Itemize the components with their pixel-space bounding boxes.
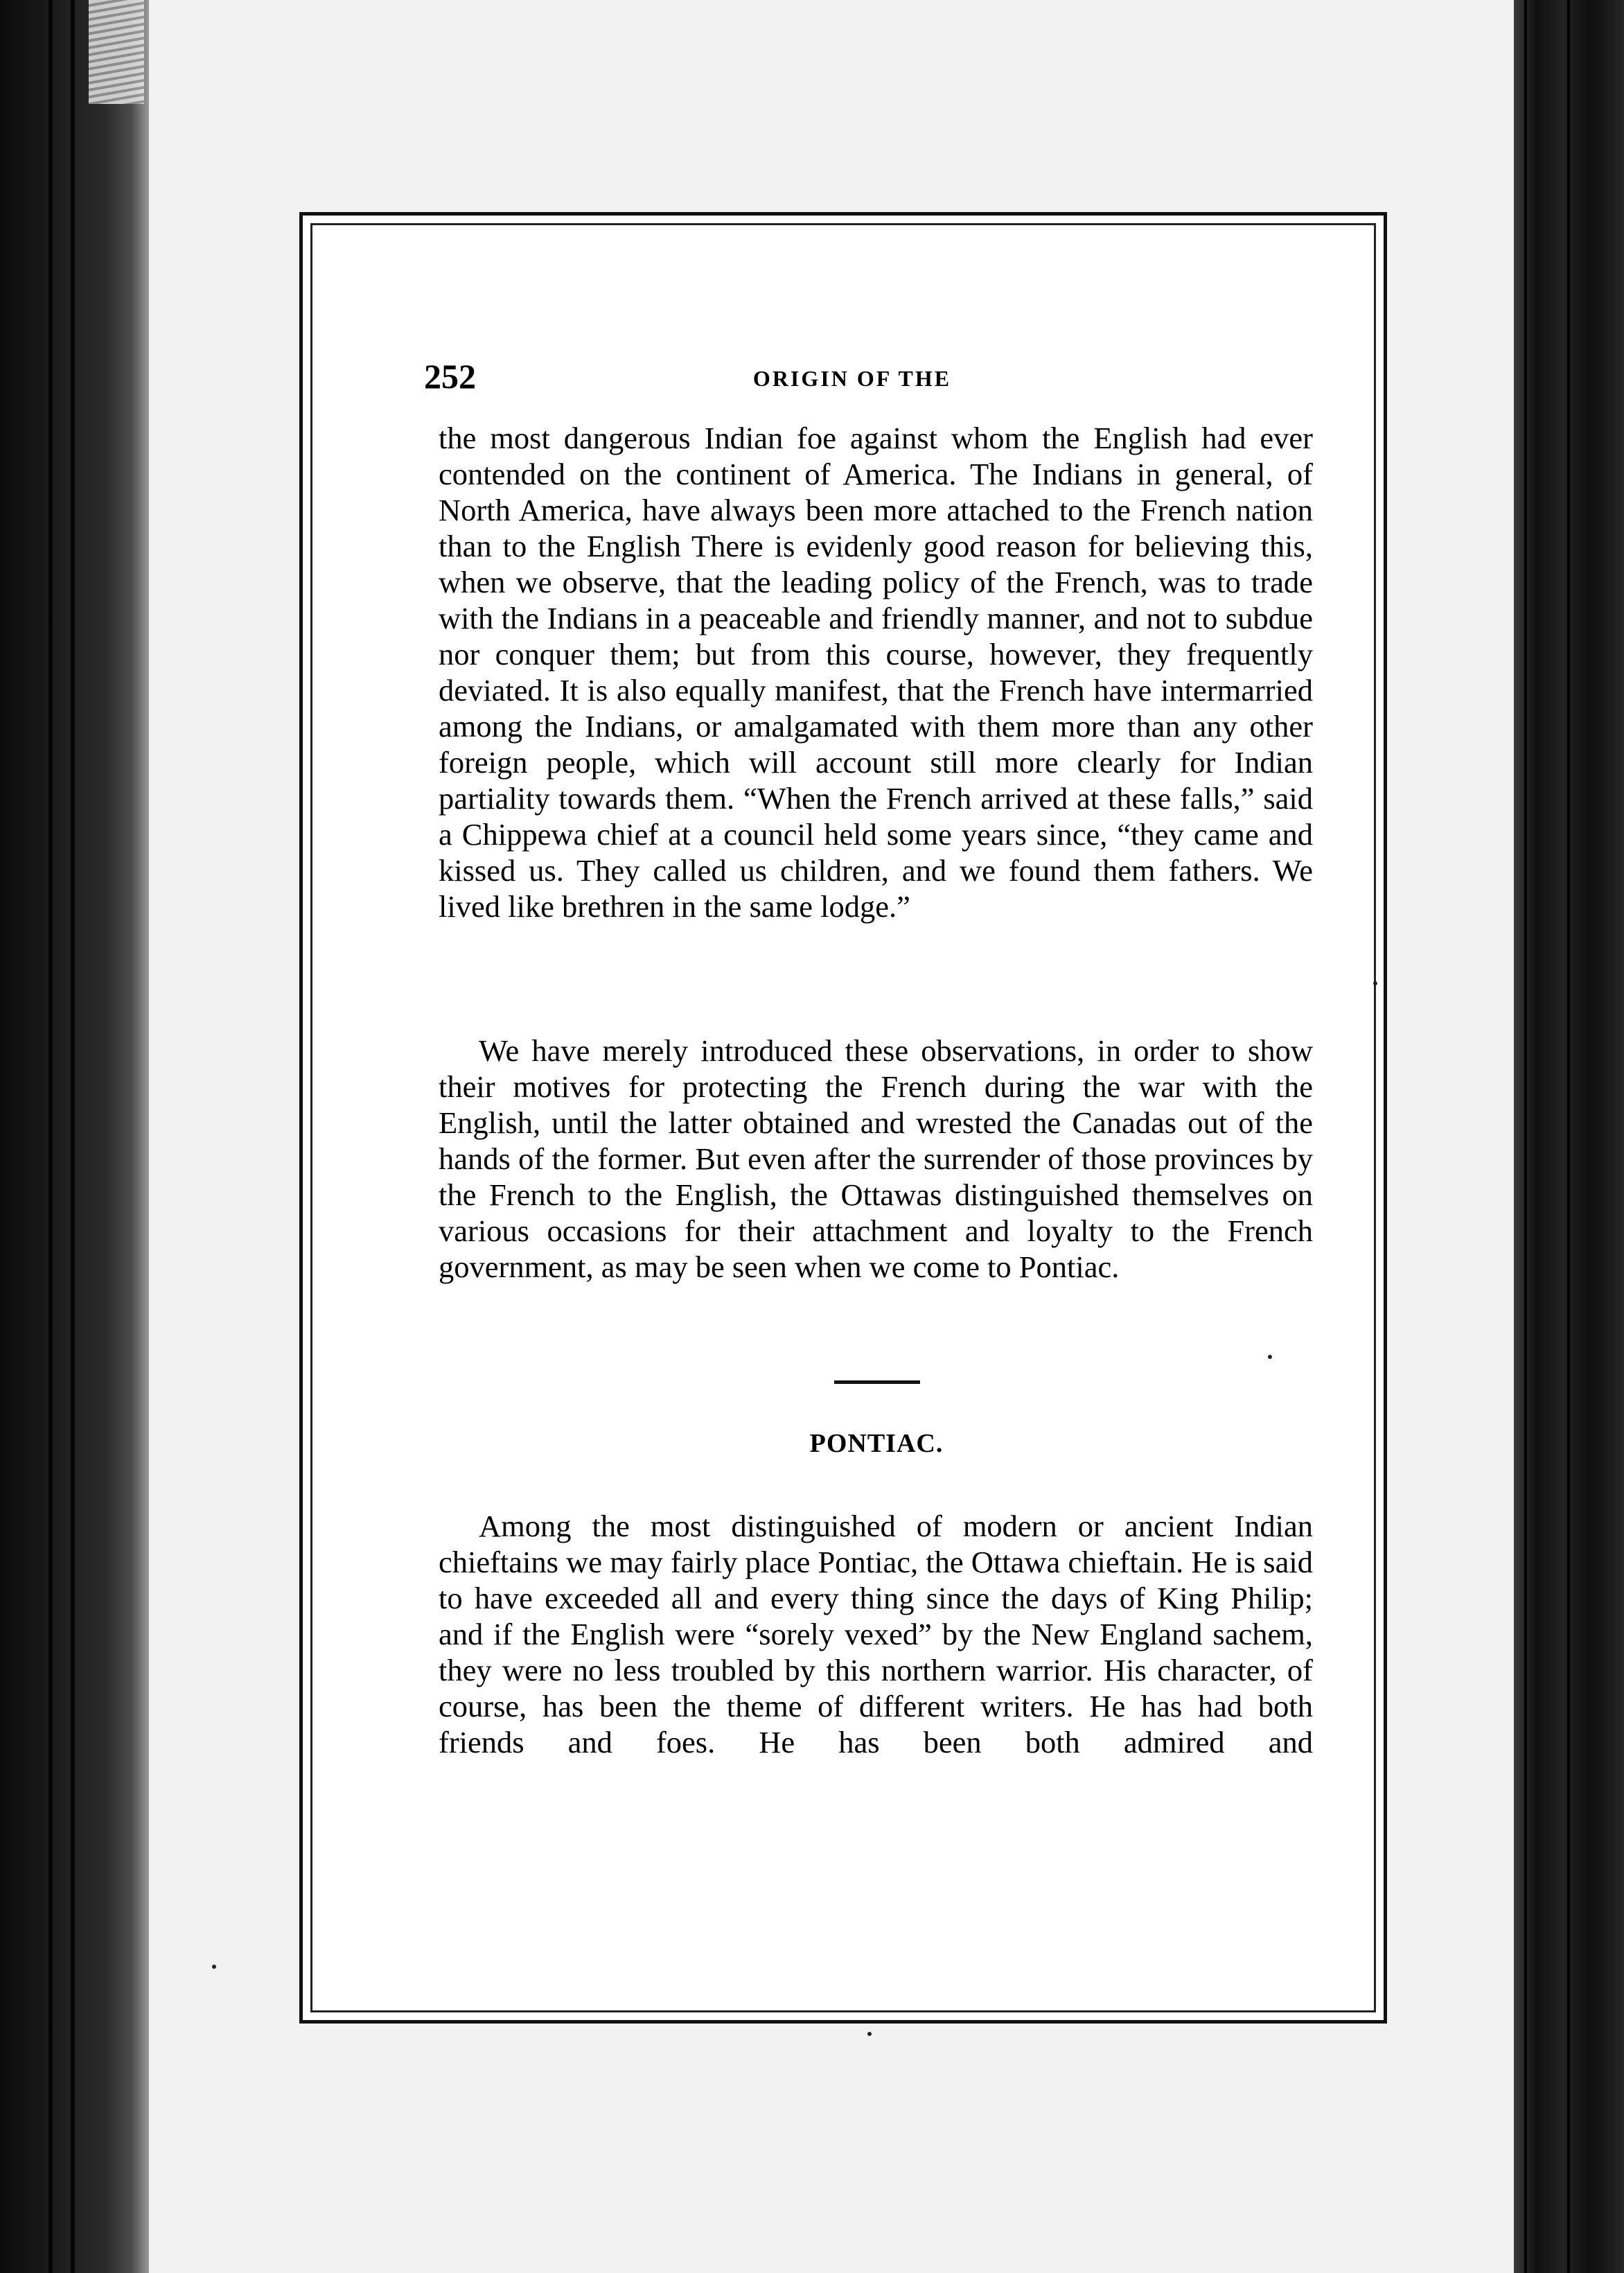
body-paragraph-2: We have merely introduced these observations, in order to show their motives for protecting the French during the war with the English, until the latter obtained and wrested the Canadas out of the hands of the former. But even after the surrender of those provinces by the French to the English, the Ottawas distinguished themselves on various occasions for their attachment and loyalty to the French government, as may be seen when we come to Pontiac. [439, 1033, 1313, 1284]
gutter-edge-line [71, 0, 75, 2273]
torn-spine-strip [89, 0, 144, 104]
edge-line [1567, 0, 1570, 2273]
ink-speck [1373, 981, 1377, 985]
page-number: 252 [424, 357, 476, 396]
body-paragraph-1: the most dangerous Indian foe against whom the English had ever contended on the continent of America. The Indians in general, of North America, have always been more attached to the French nation than to the English There is evidenly good reason for believing this, when we observe, that the leading policy of the French, was to trade with the Indians in a peaceable and friendly manner, and not to subdue nor conquer them; but from this course, however, they frequently deviated. It is also equally manifest, that the French have intermarried among the Indians, or amalgamated with them more than any other foreign people, which will account still more clearly for Indian partiality towards them. “When the French arrived at these falls,” said a Chippewa chief at a council held some years since, “they came and kissed us. They called us children, and we found them fathers. We lived like brethren in the same lodge.” [439, 421, 1313, 924]
section-heading: PONTIAC. [809, 1429, 944, 1458]
ink-speck [1268, 1355, 1272, 1359]
section-paragraph: Among the most distinguished of modern or ancient Indian chieftains we may fairly place Pontiac, the Ottawa chieftain. He is said to have exceeded all and every thing since the days of King Philip; and if the English were “sorely vexed” by the New England sachem, they were no less troubled by this northern warrior. His character, of course, has been the theme of different writers. He has had both friends and foes. He has been both admired and [439, 1509, 1313, 1759]
ink-speck [212, 1965, 216, 1969]
ink-speck [867, 2032, 872, 2036]
running-head-title: ORIGIN OF THE [752, 366, 952, 391]
gutter-edge-line [48, 0, 53, 2273]
edge-line [1524, 0, 1527, 2273]
section-divider-rule [834, 1380, 920, 1384]
